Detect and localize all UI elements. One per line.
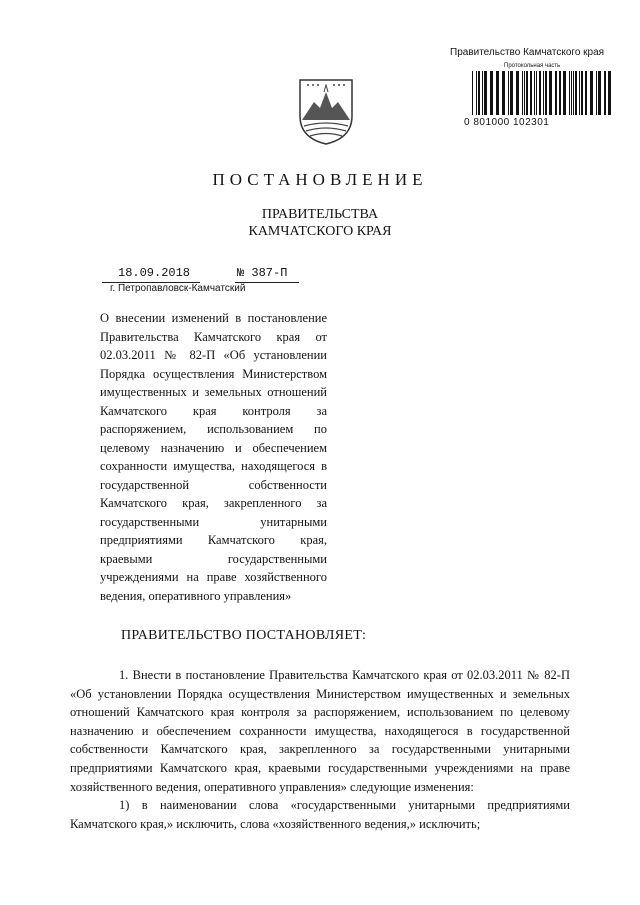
- paragraph-2: 1) в наименовании слова «государственными унитарными предприятиями Камчатского края,» исключить, слова «хозяйственного ведения,» исключить;: [70, 798, 570, 831]
- barcode-caption: Протокольная часть: [504, 63, 561, 69]
- barcode-icon: [470, 63, 612, 119]
- subtitle-line: ПРАВИТЕЛЬСТВА: [261, 207, 379, 222]
- document-city: г. Петропавловск-Камчатский: [110, 283, 246, 294]
- barcode-number: 0 801000 102301: [464, 117, 550, 128]
- kamchatka-coat-of-arms-icon: [296, 76, 356, 146]
- document-subject: О внесении изменений в постановление Правительства Камчатского края от 02.03.2011 № 82-П «Об установлении Порядка осуществления Министерством имущественных и земельных отношений Камчатского края контроля за распоряжением, использованием по целевому назначению и обеспечением сохранности имущества, находящегося в государственной собственности Камчатского края, закрепленного за государственными унитарными предприятиями Камчатского края, краевыми государственными учреждениями на праве хозяйственного ведения, оперативного управления»: [100, 311, 327, 603]
- document-date: 18.09.2018: [118, 266, 191, 280]
- organization-stamp: Правительство Камчатского края: [450, 47, 605, 58]
- barcode: [464, 63, 612, 131]
- document-title: ПОСТАНОВЛЕНИЕ: [212, 170, 428, 189]
- decree-heading: ПРАВИТЕЛЬСТВО ПОСТАНОВЛЯЕТ:: [121, 628, 367, 643]
- document-number: № 387-П: [237, 266, 288, 280]
- paragraph-1: 1. Внести в постановление Правительства Камчатского края от 02.03.2011 № 82-П «Об установлении Порядка осуществления Министерством имущественных и земельных отношений Камчатского края контроля за распоряжением, использованием по целевому назначению и обеспечением сохранности имущества, находящегося в государственной собственности Камчатского края, закрепленного за государственными унитарными предприятиями Камчатского края, краевыми государственными учреждениями на праве хозяйственного ведения, оперативного управления» следующие изменения:: [70, 668, 570, 794]
- document-subtitle: [0, 206, 640, 240]
- subtitle-line: КАМЧАТСКОГО КРАЯ: [248, 224, 392, 239]
